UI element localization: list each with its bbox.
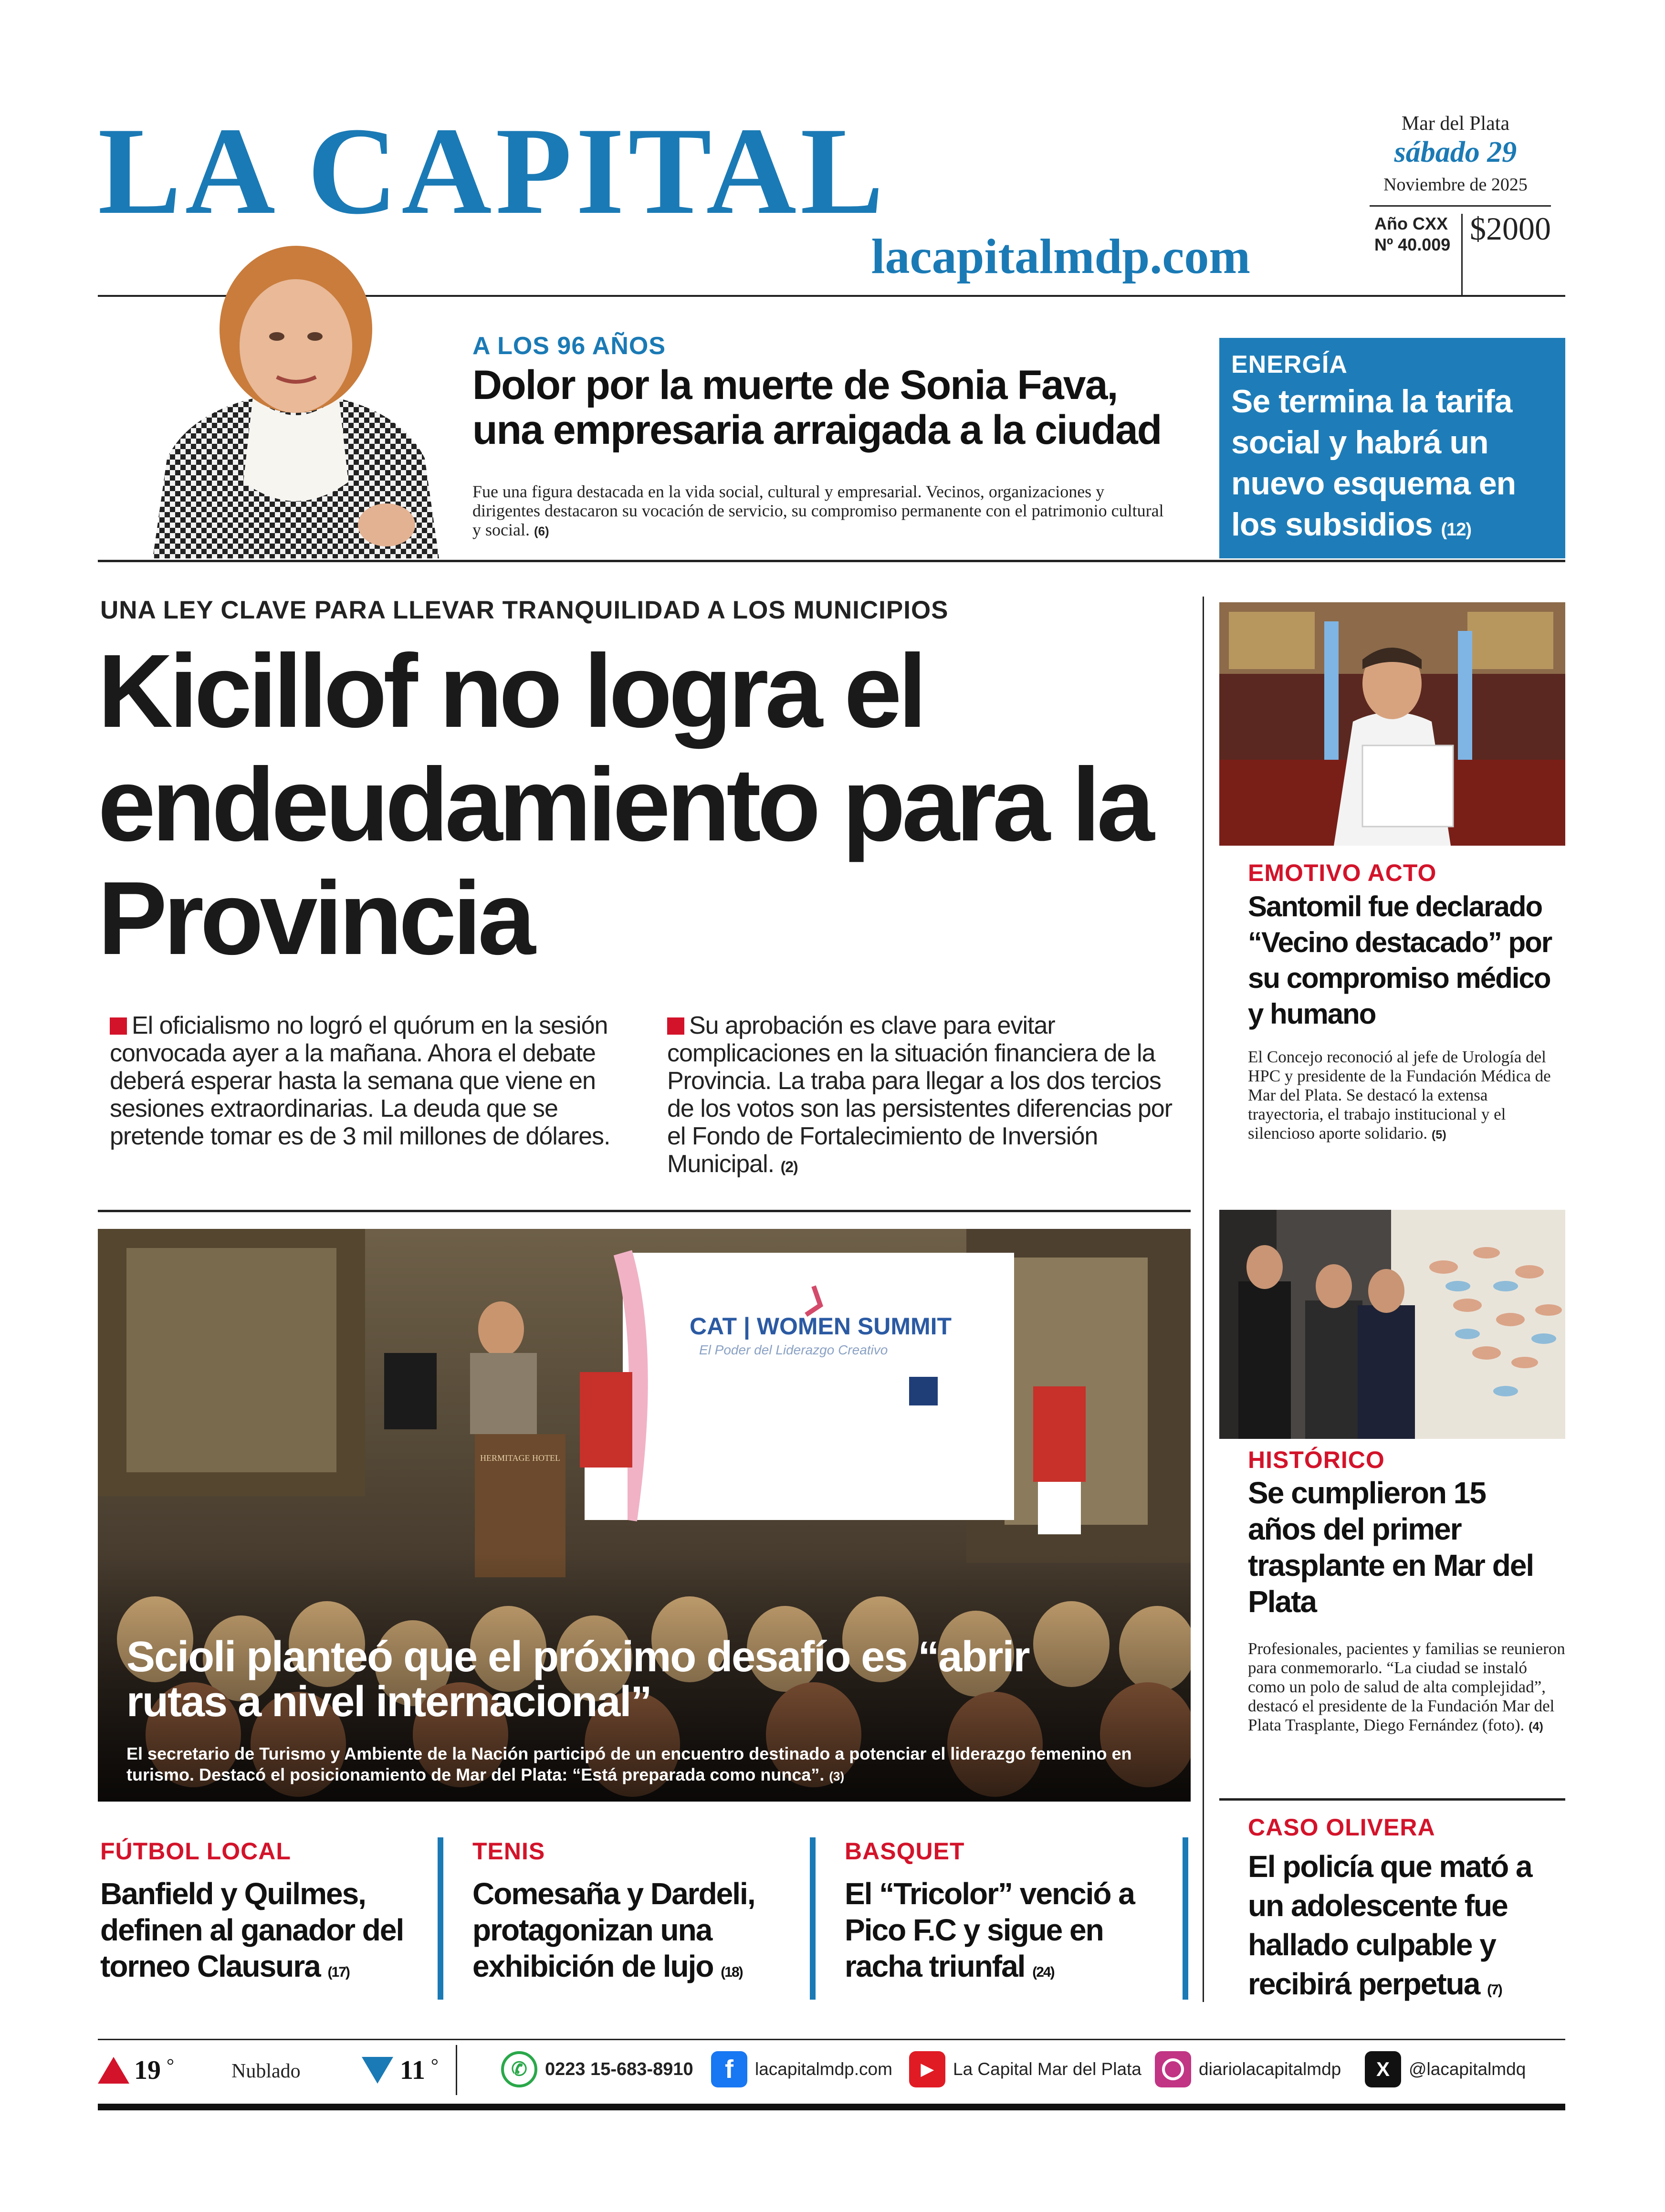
youtube-handle: La Capital Mar del Plata xyxy=(953,2059,1141,2079)
summit-screen-subtitle: El Poder del Liderazgo Creativo xyxy=(699,1342,888,1357)
facebook-link[interactable] xyxy=(711,2051,892,2087)
futbol-headline: Banfield y Quilmes, definen al ganador del torneo Clausura xyxy=(100,1877,404,1983)
lead-col2-bullet xyxy=(667,1017,684,1035)
futbol-divider xyxy=(438,1837,443,2000)
olivera-ref: (7) xyxy=(1487,1982,1502,1998)
santomil-photo xyxy=(1219,602,1565,846)
top-story-headline[interactable]: Dolor por la muerte de Sonia Fava, una empresaria arraigada a la ciudad xyxy=(472,362,1162,453)
edition-date: Noviembre de 2025 xyxy=(1383,175,1528,195)
weather-max xyxy=(98,2051,222,2089)
energy-kicker: ENERGÍA xyxy=(1231,351,1348,378)
whatsapp-number: 0223 15-683-8910 xyxy=(545,2059,693,2079)
edition-day: sábado 29 xyxy=(1394,136,1517,168)
weather-divider xyxy=(456,2045,457,2095)
historico-ref: (4) xyxy=(1529,1720,1543,1733)
edition-price: $2000 xyxy=(1470,210,1551,247)
futbol-kicker: FÚTBOL LOCAL xyxy=(100,1838,291,1865)
lead-col2 xyxy=(667,1012,1183,1181)
weather-min xyxy=(362,2051,448,2089)
santomil-headline[interactable]: Santomil fue declarado “Vecino destacado” por su compromiso médico y humano xyxy=(1248,891,1552,1030)
podium-text: HERMITAGE HOTEL xyxy=(480,1453,561,1463)
lead-rule xyxy=(98,1210,1191,1212)
temp-down-icon xyxy=(362,2057,393,2084)
x-handle: @lacapitalmdq xyxy=(1409,2059,1526,2079)
scioli-ref: (3) xyxy=(829,1770,845,1783)
energy-box[interactable] xyxy=(1219,338,1565,558)
basquet-headline-box[interactable] xyxy=(845,1876,1179,1991)
lead-col2-text: Su aprobación es clave para evitar complicaciones en la situación financiera de la Provincia. La traba para llegar a los dos tercios de los votos son las persistentes diferencias por el Fondo de Fortalecimiento de Inversión Municipal. xyxy=(667,1012,1173,1178)
temp-up-icon xyxy=(98,2057,129,2084)
facebook-icon: f xyxy=(711,2051,747,2087)
santomil-kicker: EMOTIVO ACTO xyxy=(1248,860,1437,886)
lead-col1 xyxy=(110,1012,625,1150)
top-story-body-text: Fue una figura destacada en la vida social, cultural y empresarial. Vecinos, organizaciones y dirigentes destacaron su vocación de servicio, su compromiso permanente con el patrimonio cultural y social. xyxy=(472,482,1164,539)
youtube-link[interactable] xyxy=(909,2051,1141,2087)
edition-city: Mar del Plata xyxy=(1401,113,1510,135)
tenis-headline: Comesaña y Dardeli, protagonizan una exhibición de lujo xyxy=(472,1877,755,1983)
tenis-headline-box[interactable] xyxy=(472,1876,806,1991)
tenis-ref: (18) xyxy=(721,1964,743,1980)
basquet-kicker: BASQUET xyxy=(845,1838,965,1865)
youtube-icon: ▶ xyxy=(909,2051,945,2087)
energy-headline-box xyxy=(1231,381,1556,550)
olivera-rule xyxy=(1219,1798,1565,1801)
scioli-body xyxy=(126,1743,1172,1787)
historico-headline[interactable]: Se cumplieron 15 años del primer trasplante en Mar del Plata xyxy=(1248,1476,1534,1619)
tenis-kicker: TENIS xyxy=(472,1838,545,1865)
instagram-icon xyxy=(1155,2051,1191,2087)
instagram-handle: diariolacapitalmdp xyxy=(1199,2059,1341,2079)
masthead-website[interactable]: lacapitalmdp.com xyxy=(871,229,1250,284)
tenis-divider xyxy=(810,1837,816,2000)
edition-year: Año CXX xyxy=(1374,214,1448,233)
historico-kicker: HISTÓRICO xyxy=(1248,1447,1385,1473)
historico-body-text: Profesionales, pacientes y familias se reunieron para conmemorarlo. “La ciudad se instaló como un polo de salud de alta complejidad”, destacó el presidente de la Fundación Mar del Plata Trasplante, Diego Fernández (foto). xyxy=(1248,1639,1565,1734)
lead-headline[interactable]: Kicillof no logra el endeudamiento para la Provincia xyxy=(98,633,1151,976)
historico-body xyxy=(1248,1639,1565,1736)
scioli-headline[interactable]: Scioli planteó que el próximo desafío es “abrir rutas a nivel internacional” xyxy=(126,1633,1029,1726)
footer-bottom-rule xyxy=(98,2104,1565,2110)
x-icon: X xyxy=(1365,2051,1401,2087)
lead-col1-bullet xyxy=(110,1017,127,1035)
facebook-handle: lacapitalmdp.com xyxy=(755,2059,892,2079)
weather-max-value: 19 xyxy=(134,2055,161,2085)
weather-min-degree: ° xyxy=(430,2055,439,2076)
santomil-body-text: El Concejo reconoció al jefe de Urología del HPC y presidente de la Fundación Médica de Mar del Plata. Se destacó la extensa trayectoria, el trabajo institucional y el silencioso aporte solidario. xyxy=(1248,1048,1551,1143)
masthead-logo: LA CAPITAL xyxy=(98,102,888,240)
footer-top-rule xyxy=(98,2039,1565,2040)
lead-col1-text: El oficialismo no logró el quórum en la sesión convocada ayer a la mañana. Ahora el debate deberá esperar hasta la semana que viene en sesiones extraordinarias. La deuda que se pretende tomar es de 3 mil millones de dólares. xyxy=(110,1012,610,1150)
santomil-body xyxy=(1248,1048,1565,1144)
weather-condition: Nublado xyxy=(231,2060,301,2082)
trasplante-photo xyxy=(1219,1210,1565,1439)
olivera-headline: El policía que mató a un adolescente fue hallado culpable y recibirá perpetua xyxy=(1248,1849,1532,2001)
futbol-headline-box[interactable] xyxy=(100,1876,434,1991)
olivera-kicker: CASO OLIVERA xyxy=(1248,1814,1435,1841)
instagram-link[interactable] xyxy=(1155,2051,1341,2087)
top-section-rule xyxy=(98,560,1565,562)
basquet-ref: (24) xyxy=(1032,1964,1054,1980)
whatsapp-contact[interactable] xyxy=(501,2051,693,2087)
whatsapp-icon: ✆ xyxy=(501,2051,537,2087)
santomil-ref: (5) xyxy=(1431,1128,1446,1142)
top-story-ref: (6) xyxy=(534,525,549,538)
energy-headline: Se termina la tarifa social y habrá un nuevo esquema en los subsidios xyxy=(1231,383,1516,543)
top-story-body xyxy=(472,482,1164,541)
summit-screen-title: CAT | WOMEN SUMMIT xyxy=(690,1313,952,1340)
top-story-kicker: A LOS 96 AÑOS xyxy=(472,332,666,360)
scioli-body-text: El secretario de Turismo y Ambiente de la Nación participó de un encuentro destinado a potenciar el liderazgo femenino en turismo. Destacó el posicionamiento de Mar del Plata: “Está preparada como nunca”. xyxy=(126,1744,1132,1784)
basquet-headline: El “Tricolor” venció a Pico F.C y sigue en racha triunfal xyxy=(845,1877,1134,1983)
edition-number: Nº 40.009 xyxy=(1374,235,1451,254)
right-column-rule xyxy=(1203,597,1204,2002)
energy-ref: (12) xyxy=(1441,520,1472,540)
weather-max-degree: ° xyxy=(167,2055,174,2076)
lead-kicker: UNA LEY CLAVE PARA LLEVAR TRANQUILIDAD A LOS MUNICIPIOS xyxy=(100,596,949,624)
sonia-fava-photo xyxy=(138,234,449,558)
futbol-ref: (17) xyxy=(327,1964,349,1980)
weather-min-value: 11 xyxy=(400,2055,425,2085)
basquet-divider xyxy=(1183,1837,1188,2000)
olivera-headline-box[interactable] xyxy=(1248,1847,1565,2010)
scioli-photo xyxy=(98,1229,1191,1802)
lead-col2-ref: (2) xyxy=(780,1158,798,1175)
x-link[interactable] xyxy=(1365,2051,1526,2087)
